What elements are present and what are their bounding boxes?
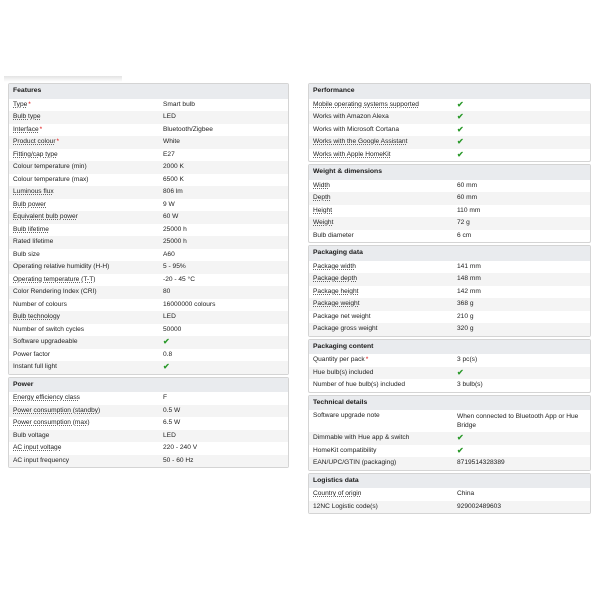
spec-row-power-consumption-max xyxy=(9,417,288,430)
spec-label-text: Operating relative humidity (H-H) xyxy=(13,263,110,270)
spec-label[interactable] xyxy=(309,149,457,162)
spec-row-depth xyxy=(309,192,590,205)
spec-value: -20 - 45 °C xyxy=(163,275,195,283)
spec-value: 148 mm xyxy=(457,275,481,282)
spec-label-text: HomeKit compatibility xyxy=(313,446,377,454)
spec-label[interactable] xyxy=(9,405,163,418)
section-title: Features xyxy=(9,84,288,99)
spec-label-text: Bulb lifetime xyxy=(13,225,49,233)
spec-row-number-of-colours xyxy=(9,299,288,312)
spec-label xyxy=(9,299,163,312)
spec-value: 25000 h xyxy=(163,225,187,233)
required-asterisk: * xyxy=(365,356,369,363)
spec-label[interactable] xyxy=(309,286,457,299)
spec-label-text: Package weight xyxy=(313,300,360,307)
checkmark-icon: ✔ xyxy=(163,337,170,346)
spec-label xyxy=(309,432,457,445)
spec-label-text: EAN/UPC/GTIN (packaging) xyxy=(313,459,397,466)
spec-label-text: Bulb technology xyxy=(13,313,60,320)
spec-value: 142 mm xyxy=(457,287,481,295)
spec-label[interactable] xyxy=(9,124,163,137)
spec-label xyxy=(309,230,457,243)
spec-label[interactable] xyxy=(309,298,457,311)
spec-label xyxy=(309,311,457,324)
spec-label-text: Width xyxy=(313,181,330,189)
spec-value: 210 g xyxy=(457,312,474,320)
spec-row-quantity-per-pack xyxy=(309,354,590,367)
spec-row-bulb-technology xyxy=(9,311,288,324)
spec-row-package-weight xyxy=(309,298,590,311)
spec-value: 806 lm xyxy=(163,188,183,195)
spec-value xyxy=(457,149,590,162)
spec-row-ac-input-frequency xyxy=(9,455,288,468)
spec-row-works-with-microsoft-cortana xyxy=(309,124,590,137)
spec-value: 50000 xyxy=(163,325,182,333)
spec-row-color-rendering-index-cri xyxy=(9,286,288,299)
spec-label-text: Operating temperature (T-T) xyxy=(13,275,96,283)
spec-value xyxy=(457,124,590,137)
spec-label-text: AC input frequency xyxy=(13,456,70,464)
checkmark-icon: ✔ xyxy=(457,367,464,377)
spec-label xyxy=(309,354,457,367)
spec-label xyxy=(309,501,457,514)
spec-value: Bluetooth/Zigbee xyxy=(163,125,213,133)
spec-value: 220 - 240 V xyxy=(163,444,198,451)
spec-label-text: Fitting/cap type xyxy=(13,150,58,158)
spec-value xyxy=(457,367,590,380)
spec-label xyxy=(309,379,457,392)
spec-value xyxy=(457,445,590,458)
spec-label[interactable] xyxy=(309,261,457,274)
required-asterisk: * xyxy=(28,100,31,108)
spec-row-luminous-flux xyxy=(9,186,288,199)
spec-value: 2000 K xyxy=(163,163,184,170)
spec-label-text: Bulb diameter xyxy=(313,231,354,239)
spec-label-text: Software upgrade note xyxy=(313,412,380,419)
spec-row-number-of-hue-bulb-s-included xyxy=(309,379,590,392)
spec-label-text: Works with Microsoft Cortana xyxy=(313,125,399,133)
section-logistics-data xyxy=(308,473,591,515)
section-title: Packaging data xyxy=(309,246,590,261)
spec-label-text: Works with Apple HomeKit xyxy=(313,150,391,158)
spec-label-text: Type xyxy=(13,100,28,108)
spec-row-power-consumption-standby xyxy=(9,405,288,418)
spec-label[interactable] xyxy=(9,224,163,237)
left-spec-column xyxy=(8,83,289,470)
spec-value: When connected to Bluetooth App or Hue Bridge xyxy=(457,413,579,429)
spec-row-type xyxy=(9,99,288,112)
spec-value: 8719514328389 xyxy=(457,459,505,466)
spec-value: 50 - 60 Hz xyxy=(163,456,194,464)
spec-row-energy-efficiency-class xyxy=(9,392,288,405)
spec-value: 110 mm xyxy=(457,206,481,214)
section-power xyxy=(8,377,289,469)
spec-row-package-gross-weight xyxy=(309,323,590,336)
checkmark-icon: ✔ xyxy=(163,362,170,371)
checkmark-icon: ✔ xyxy=(457,445,464,455)
spec-row-operating-relative-humidity-h-h xyxy=(9,261,288,274)
spec-label[interactable] xyxy=(9,311,163,324)
spec-value: White xyxy=(163,138,180,145)
spec-label-text: Colour temperature (max) xyxy=(13,175,89,183)
spec-value: A60 xyxy=(163,250,175,258)
spec-row-instant-full-light xyxy=(9,361,288,374)
spec-label-text: Bulb power xyxy=(13,200,46,208)
checkmark-icon: ✔ xyxy=(457,112,464,121)
spec-label-text: Number of switch cycles xyxy=(13,325,85,333)
spec-label[interactable] xyxy=(9,99,163,112)
spec-row-package-net-weight xyxy=(309,311,590,324)
spec-label xyxy=(9,286,163,299)
spec-label[interactable] xyxy=(309,99,457,112)
spec-row-works-with-apple-homekit xyxy=(309,149,590,162)
spec-row-number-of-switch-cycles xyxy=(9,324,288,337)
spec-row-rated-lifetime xyxy=(9,236,288,249)
section-performance xyxy=(308,83,591,162)
spec-label-text: Quantity per pack xyxy=(313,356,365,363)
spec-row-works-with-the-google-assistant xyxy=(309,136,590,149)
section-weight-dimensions xyxy=(308,164,591,243)
spec-label xyxy=(9,361,163,374)
spec-value: 368 g xyxy=(457,300,474,307)
spec-label[interactable] xyxy=(309,192,457,205)
spec-label[interactable] xyxy=(9,149,163,162)
spec-row-product-colour xyxy=(9,136,288,149)
spec-row-fitting-cap-type xyxy=(9,149,288,162)
spec-label[interactable] xyxy=(9,211,163,224)
spec-value: China xyxy=(457,490,475,497)
spec-value: 16000000 colours xyxy=(163,300,216,308)
spec-value: 3 pc(s) xyxy=(457,356,478,363)
spec-label[interactable] xyxy=(309,217,457,230)
spec-label-text: Works with the Google Assistant xyxy=(313,138,408,145)
spec-value xyxy=(457,99,590,112)
spec-label[interactable] xyxy=(9,274,163,287)
spec-label-text: Package net weight xyxy=(313,312,371,320)
spec-label[interactable] xyxy=(309,273,457,286)
spec-label-text: Depth xyxy=(313,194,331,201)
spec-row-package-width xyxy=(309,261,590,274)
spec-label-text: Number of hue bulb(s) included xyxy=(313,381,405,388)
spec-row-package-height xyxy=(309,286,590,299)
spec-row-weight xyxy=(309,217,590,230)
spec-row-interface xyxy=(9,124,288,137)
spec-label[interactable] xyxy=(9,111,163,124)
spec-label xyxy=(309,457,457,470)
spec-label[interactable] xyxy=(9,442,163,455)
spec-row-bulb-lifetime xyxy=(9,224,288,237)
section-title: Packaging content xyxy=(309,340,590,355)
spec-value xyxy=(457,432,590,445)
spec-label-text: 12NC Logistic code(s) xyxy=(313,502,378,510)
checkmark-icon: ✔ xyxy=(457,433,464,442)
spec-label xyxy=(9,349,163,362)
spec-row-ac-input-voltage xyxy=(9,442,288,455)
spec-label xyxy=(309,410,457,432)
spec-label-text: Power consumption (standby) xyxy=(13,406,101,414)
spec-label[interactable] xyxy=(309,488,457,501)
spec-value: 6 cm xyxy=(457,231,472,239)
spec-label-text: Interface xyxy=(13,125,39,133)
spec-label[interactable] xyxy=(9,136,163,149)
section-packaging-data xyxy=(308,245,591,337)
section-title: Technical details xyxy=(309,396,590,411)
spec-label-text: Mobile operating systems supported xyxy=(313,100,419,108)
spec-label[interactable] xyxy=(309,136,457,149)
spec-label[interactable] xyxy=(9,417,163,430)
spec-label[interactable] xyxy=(9,199,163,212)
spec-label-text: Energy efficiency class xyxy=(13,394,80,401)
spec-label-text: Package depth xyxy=(313,275,357,282)
section-title: Performance xyxy=(309,84,590,99)
section-technical-details xyxy=(308,395,591,471)
spec-label-text: Equivalent bulb power xyxy=(13,213,78,220)
spec-label-text: Bulb type xyxy=(13,113,41,120)
checkmark-icon: ✔ xyxy=(457,137,464,146)
spec-label xyxy=(9,430,163,443)
spec-row-works-with-amazon-alexa xyxy=(309,111,590,124)
spec-value: 60 mm xyxy=(457,194,478,201)
section-features xyxy=(8,83,289,375)
spec-row-colour-temperature-min xyxy=(9,161,288,174)
spec-row-dimmable-with-hue-app-switch xyxy=(309,432,590,445)
spec-row-bulb-power xyxy=(9,199,288,212)
spec-label-text: Bulb size xyxy=(13,250,40,258)
spec-row-height xyxy=(309,205,590,218)
spec-value: Smart bulb xyxy=(163,100,195,108)
spec-label-text: Color Rendering Index (CRI) xyxy=(13,288,97,295)
spec-value: 6500 K xyxy=(163,175,184,183)
spec-label-text: Power factor xyxy=(13,350,51,358)
spec-label-text: Product colour xyxy=(13,138,56,145)
spec-value: 3 bulb(s) xyxy=(457,381,483,388)
right-spec-column xyxy=(308,83,591,516)
spec-label xyxy=(9,161,163,174)
section-title: Weight & dimensions xyxy=(309,165,590,180)
spec-label-text: Package width xyxy=(313,262,356,270)
spec-row-operating-temperature-t-t xyxy=(9,274,288,287)
spec-label xyxy=(309,445,457,458)
spec-row-equivalent-bulb-power xyxy=(9,211,288,224)
spec-label xyxy=(9,324,163,337)
checkmark-icon: ✔ xyxy=(457,124,464,134)
spec-label-text: Colour temperature (min) xyxy=(13,163,87,170)
spec-label-text: Number of colours xyxy=(13,300,67,308)
spec-row-bulb-diameter xyxy=(309,230,590,243)
spec-value xyxy=(457,136,590,149)
spec-label[interactable] xyxy=(9,186,163,199)
spec-row-mobile-operating-systems-supported xyxy=(309,99,590,112)
checkmark-icon: ✔ xyxy=(457,99,464,109)
spec-label-text: Height xyxy=(313,206,333,214)
spec-value: 25000 h xyxy=(163,238,187,245)
spec-value: 5 - 95% xyxy=(163,263,186,270)
spec-value: 6.5 W xyxy=(163,419,181,426)
spec-value: LED xyxy=(163,113,176,120)
spec-value: 0.8 xyxy=(163,350,173,358)
spec-row-colour-temperature-max xyxy=(9,174,288,187)
spec-label-text: Package height xyxy=(313,287,359,295)
spec-label-text: Dimmable with Hue app & switch xyxy=(313,434,410,441)
spec-row-bulb-type xyxy=(9,111,288,124)
spec-row-bulb-voltage xyxy=(9,430,288,443)
spec-row-bulb-size xyxy=(9,249,288,262)
spec-value: 80 xyxy=(163,288,171,295)
spec-value: LED xyxy=(163,431,176,439)
spec-row-country-of-origin xyxy=(309,488,590,501)
section-title: Power xyxy=(9,378,288,393)
spec-label[interactable] xyxy=(9,392,163,405)
spec-label xyxy=(9,336,163,349)
spec-value: LED xyxy=(163,313,176,320)
spec-label-text: Bulb voltage xyxy=(13,431,50,439)
spec-value: 60 mm xyxy=(457,181,478,189)
spec-label-text: Package gross weight xyxy=(313,325,378,332)
spec-row-package-depth xyxy=(309,273,590,286)
spec-label xyxy=(309,124,457,137)
spec-value: 929002489603 xyxy=(457,502,502,510)
spec-row-hue-bulb-s-included xyxy=(309,367,590,380)
section-title: Logistics data xyxy=(309,474,590,489)
spec-label xyxy=(9,455,163,468)
spec-label xyxy=(9,249,163,262)
spec-row-ean-upc-gtin-packaging xyxy=(309,457,590,470)
spec-value: 9 W xyxy=(163,200,175,208)
spec-label xyxy=(9,261,163,274)
spec-label-text: Instant full light xyxy=(13,363,57,370)
spec-label-text: Software upgradeable xyxy=(13,338,78,345)
spec-value: 60 W xyxy=(163,213,179,220)
spec-label-text: AC input voltage xyxy=(13,444,62,451)
spec-label-text: Works with Amazon Alexa xyxy=(313,113,389,120)
spec-row-12nc-logistic-code-s xyxy=(309,501,590,514)
spec-value xyxy=(163,361,288,374)
spec-label[interactable] xyxy=(309,180,457,193)
spec-label-text: Power consumption (max) xyxy=(13,419,90,426)
spec-row-software-upgrade-note xyxy=(309,410,590,432)
spec-label-text: Hue bulb(s) included xyxy=(313,368,374,376)
spec-row-software-upgradeable xyxy=(9,336,288,349)
spec-label-text: Weight xyxy=(313,219,334,226)
spec-value xyxy=(163,336,288,349)
spec-value: 72 g xyxy=(457,219,470,226)
required-asterisk: * xyxy=(39,125,43,133)
spec-value: 0.5 W xyxy=(163,406,181,414)
spec-value: 320 g xyxy=(457,325,474,332)
spec-row-width xyxy=(309,180,590,193)
spec-label xyxy=(309,367,457,380)
required-asterisk: * xyxy=(56,138,60,145)
spec-value xyxy=(457,111,590,124)
top-shadow xyxy=(4,76,122,82)
checkmark-icon: ✔ xyxy=(457,149,464,159)
spec-label-text: Rated lifetime xyxy=(13,238,54,245)
spec-value: 141 mm xyxy=(457,262,481,270)
spec-label xyxy=(9,174,163,187)
spec-label xyxy=(309,111,457,124)
section-packaging-content xyxy=(308,339,591,393)
spec-value: E27 xyxy=(163,150,175,158)
spec-label xyxy=(309,323,457,336)
spec-label-text: Country of origin xyxy=(313,490,362,497)
spec-row-homekit-compatibility xyxy=(309,445,590,458)
spec-label xyxy=(9,236,163,249)
spec-label-text: Luminous flux xyxy=(13,188,54,195)
spec-row-power-factor xyxy=(9,349,288,362)
spec-label[interactable] xyxy=(309,205,457,218)
spec-value: F xyxy=(163,394,168,401)
